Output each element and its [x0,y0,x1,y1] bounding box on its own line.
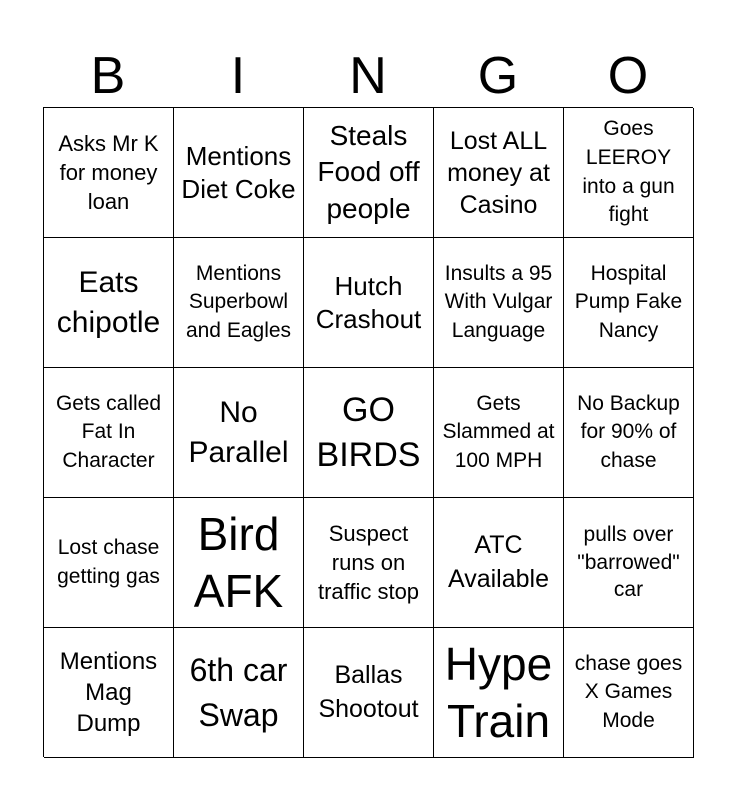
bingo-cell[interactable] [434,498,564,628]
bingo-cell[interactable] [174,498,304,628]
bingo-cell[interactable] [304,368,434,498]
bingo-cell[interactable] [44,368,174,498]
bingo-cell-text: 6th car Swap [189,651,288,733]
bingo-cell[interactable] [434,368,564,498]
bingo-cell[interactable] [434,628,564,758]
bingo-cell[interactable] [564,498,694,628]
bingo-header [43,44,693,108]
bingo-cell[interactable] [304,628,434,758]
bingo-cell[interactable] [44,498,174,628]
header-letter-i: I [230,47,246,105]
bingo-cell[interactable] [564,628,694,758]
header-letter-b: B [90,47,126,105]
bingo-cell[interactable] [174,108,304,238]
bingo-cell-text: Goes LEEROY into a gun fight [582,117,675,227]
bingo-cell[interactable] [434,108,564,238]
bingo-cell-text: Hype Train [444,638,553,747]
bingo-cell[interactable] [304,108,434,238]
bingo-grid [43,107,693,757]
bingo-cell-text: Suspect runs on traffic stop [317,520,420,605]
header-letter-o: O [607,47,649,105]
bingo-cell-text: Steals Food off people [317,119,420,224]
header-letter-g: G [477,47,519,105]
bingo-cell-text: Ballas Shootout [318,660,419,723]
bingo-cell-text: Hospital Pump Fake Nancy [574,261,683,342]
bingo-cell-text: ATC Available [447,530,549,593]
header-letter-n: N [349,47,387,105]
bingo-cell[interactable] [564,368,694,498]
bingo-cell[interactable] [44,238,174,368]
bingo-cell-text: Hutch Crashout [315,270,422,334]
bingo-cell[interactable] [44,108,174,238]
bingo-cell-text: No Backup for 90% of chase [577,391,680,472]
bingo-cell-text: Eats chipotle [56,265,161,339]
bingo-cell-text: No Parallel [188,395,289,469]
bingo-cell[interactable] [44,628,174,758]
bingo-cell-text: pulls over "barrowed" car [577,522,680,602]
bingo-cell-text: Lost chase getting gas [57,535,160,588]
bingo-cell[interactable] [564,238,694,368]
bingo-cell[interactable] [564,108,694,238]
bingo-cell-text: GO BIRDS [316,391,421,474]
bingo-cell-text: Bird AFK [193,508,284,617]
bingo-cell-text: Asks Mr K for money loan [58,130,159,215]
bingo-cell-text: Mentions Superbowl and Eagles [185,261,292,342]
bingo-cell-text: Insults a 95 With Vulgar Language [444,261,553,342]
bingo-cell-text: Mentions Mag Dump [59,647,158,738]
bingo-cell[interactable] [304,238,434,368]
bingo-cell-text: Lost ALL money at Casino [447,126,550,219]
bingo-cell[interactable] [174,628,304,758]
bingo-cell-text: Gets Slammed at 100 MPH [442,391,555,472]
bingo-cell[interactable] [174,368,304,498]
bingo-cell[interactable] [174,238,304,368]
bingo-cell[interactable] [434,238,564,368]
bingo-cell[interactable] [304,498,434,628]
bingo-cell-text: Gets called Fat In Character [55,391,162,472]
bingo-cell-text: chase goes X Games Mode [574,651,683,732]
bingo-cell-text: Mentions Diet Coke [181,140,296,204]
